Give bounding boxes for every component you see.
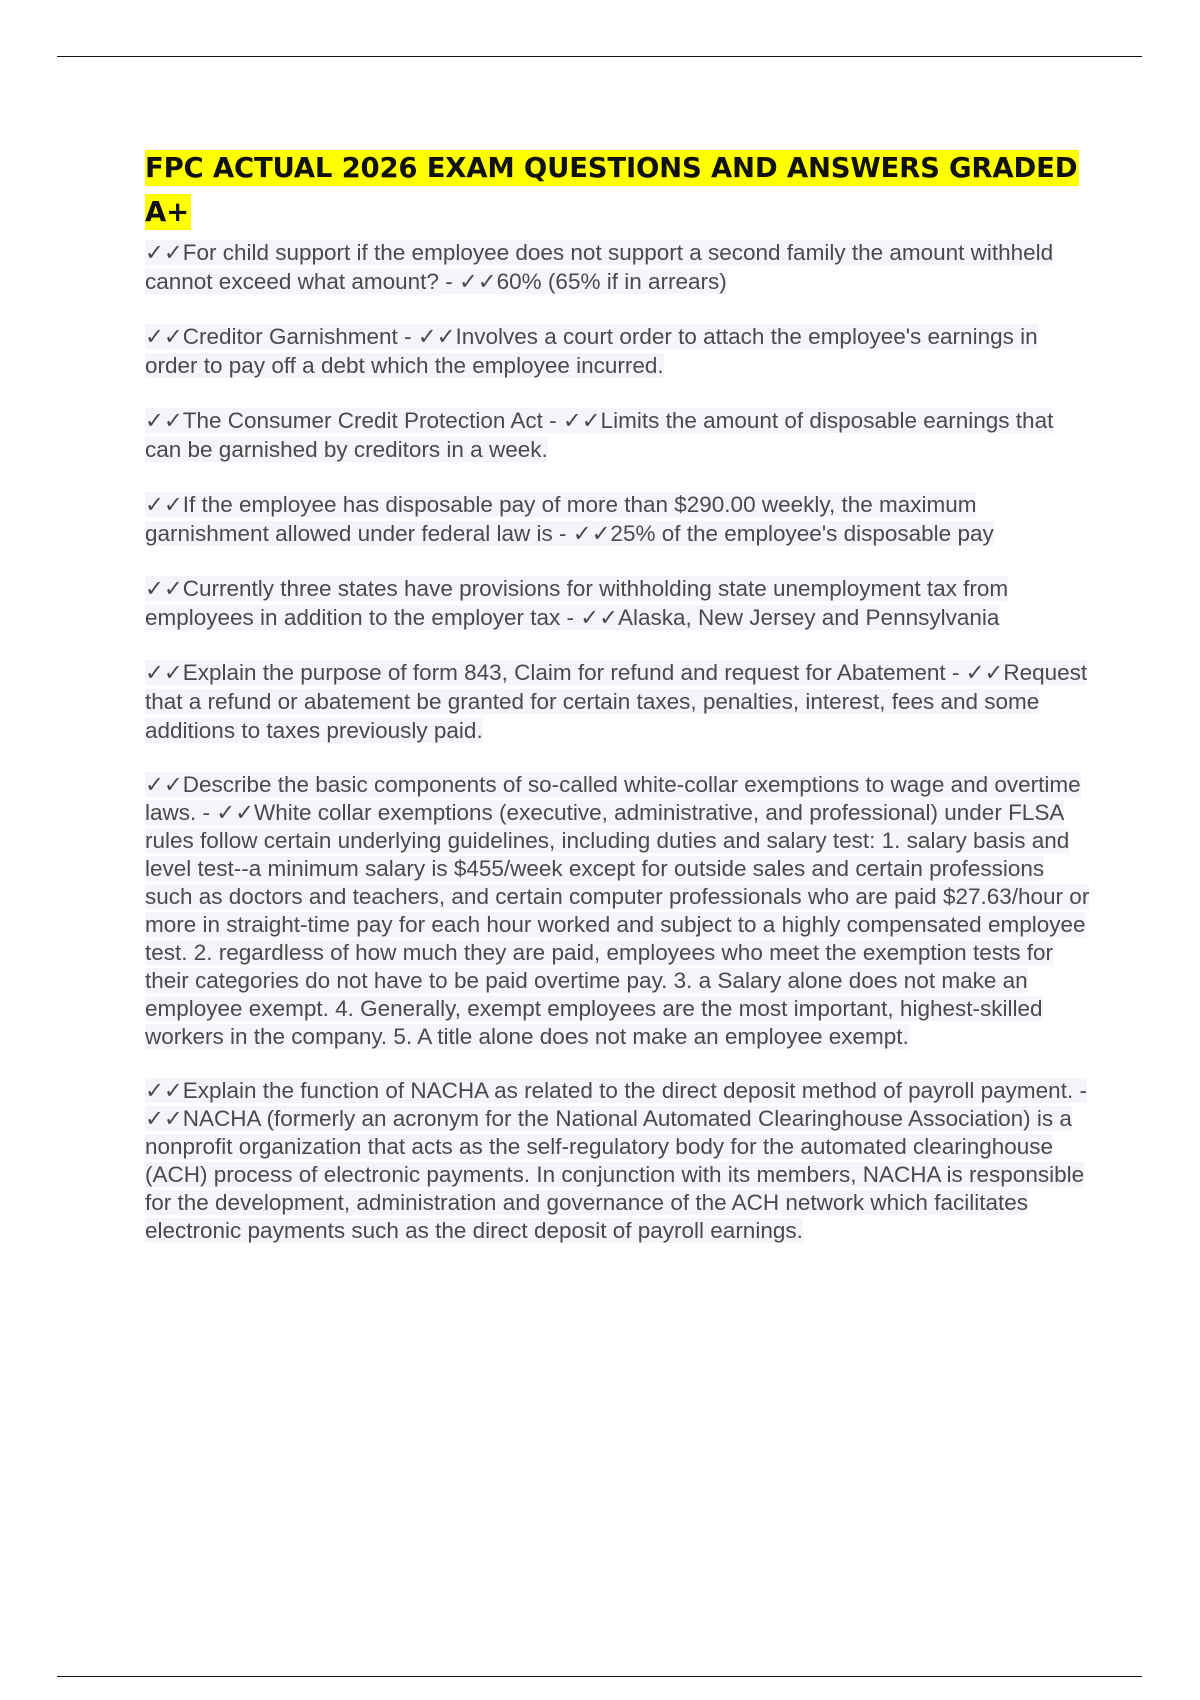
qa-item xyxy=(145,490,1095,548)
qa-text: ✓✓Creditor Garnishment - ✓✓Involves a court order to attach the employee's earnings in order to pay off a debt which the employee incurred. xyxy=(145,324,1038,378)
qa-item xyxy=(145,322,1095,380)
qa-text: ✓✓Describe the basic components of so-called white-collar exemptions to wage and overtime laws. - ✓✓White collar exemptions (executive, administrative, and professional) under FLSA rules follow certain underlying guidelines, including duties and salary test: 1. salary basis and level test--a minimum salary is $455/week except for outside sales and certain professions such as doctors and teachers, and certain computer professionals who are paid $27.63/hour or more in straight-time pay for each hour worked and subject to a highly compensated employee test. 2. regardless of how much they are paid, employees who meet the exemption tests for their categories do not have to be paid overtime pay. 3. a Salary alone does not make an employee exempt. 4. Generally, exempt employees are the most important, highest-skilled workers in the company. 5. A title alone does not make an employee exempt. xyxy=(145,772,1090,1049)
qa-text: ✓✓If the employee has disposable pay of more than $290.00 weekly, the maximum garnishment allowed under federal law is - ✓✓25% of the employee's disposable pay xyxy=(145,492,994,546)
qa-text: ✓✓The Consumer Credit Protection Act - ✓✓Limits the amount of disposable earnings that can be garnished by creditors in a week. xyxy=(145,408,1054,462)
bottom-divider xyxy=(57,1676,1142,1677)
qa-text: ✓✓For child support if the employee does not support a second family the amount withheld cannot exceed what amount? - ✓✓60% (65% if in arrears) xyxy=(145,240,1054,294)
document-title xyxy=(145,146,1095,234)
qa-item xyxy=(145,574,1095,632)
document-title-text: FPC ACTUAL 2026 EXAM QUESTIONS AND ANSWERS GRADED A+ xyxy=(145,152,1078,228)
qa-text: ✓✓Currently three states have provisions for withholding state unemployment tax from employees in addition to the employer tax - ✓✓Alaska, New Jersey and Pennsylvania xyxy=(145,576,1009,630)
qa-text: ✓✓Explain the function of NACHA as related to the direct deposit method of payroll payment. - ✓✓NACHA (formerly an acronym for the National Automated Clearinghouse Association) is a nonprofit organization that acts as the self-regulatory body for the automated clearinghouse (ACH) process of electronic payments. In conjunction with its members, NACHA is responsible for the development, administration and governance of the ACH network which facilitates electronic payments such as the direct deposit of payroll earnings. xyxy=(145,1078,1087,1243)
qa-item xyxy=(145,1077,1095,1245)
qa-text: ✓✓Explain the purpose of form 843, Claim for refund and request for Abatement - ✓✓Request that a refund or abatement be granted for certain taxes, penalties, interest, fees and some additions to taxes previously paid. xyxy=(145,660,1088,743)
qa-item xyxy=(145,406,1095,464)
qa-item xyxy=(145,238,1095,296)
qa-item xyxy=(145,771,1095,1051)
document-body xyxy=(145,146,1095,1271)
qa-list xyxy=(145,238,1095,1245)
qa-item xyxy=(145,658,1095,745)
top-divider xyxy=(57,56,1142,57)
